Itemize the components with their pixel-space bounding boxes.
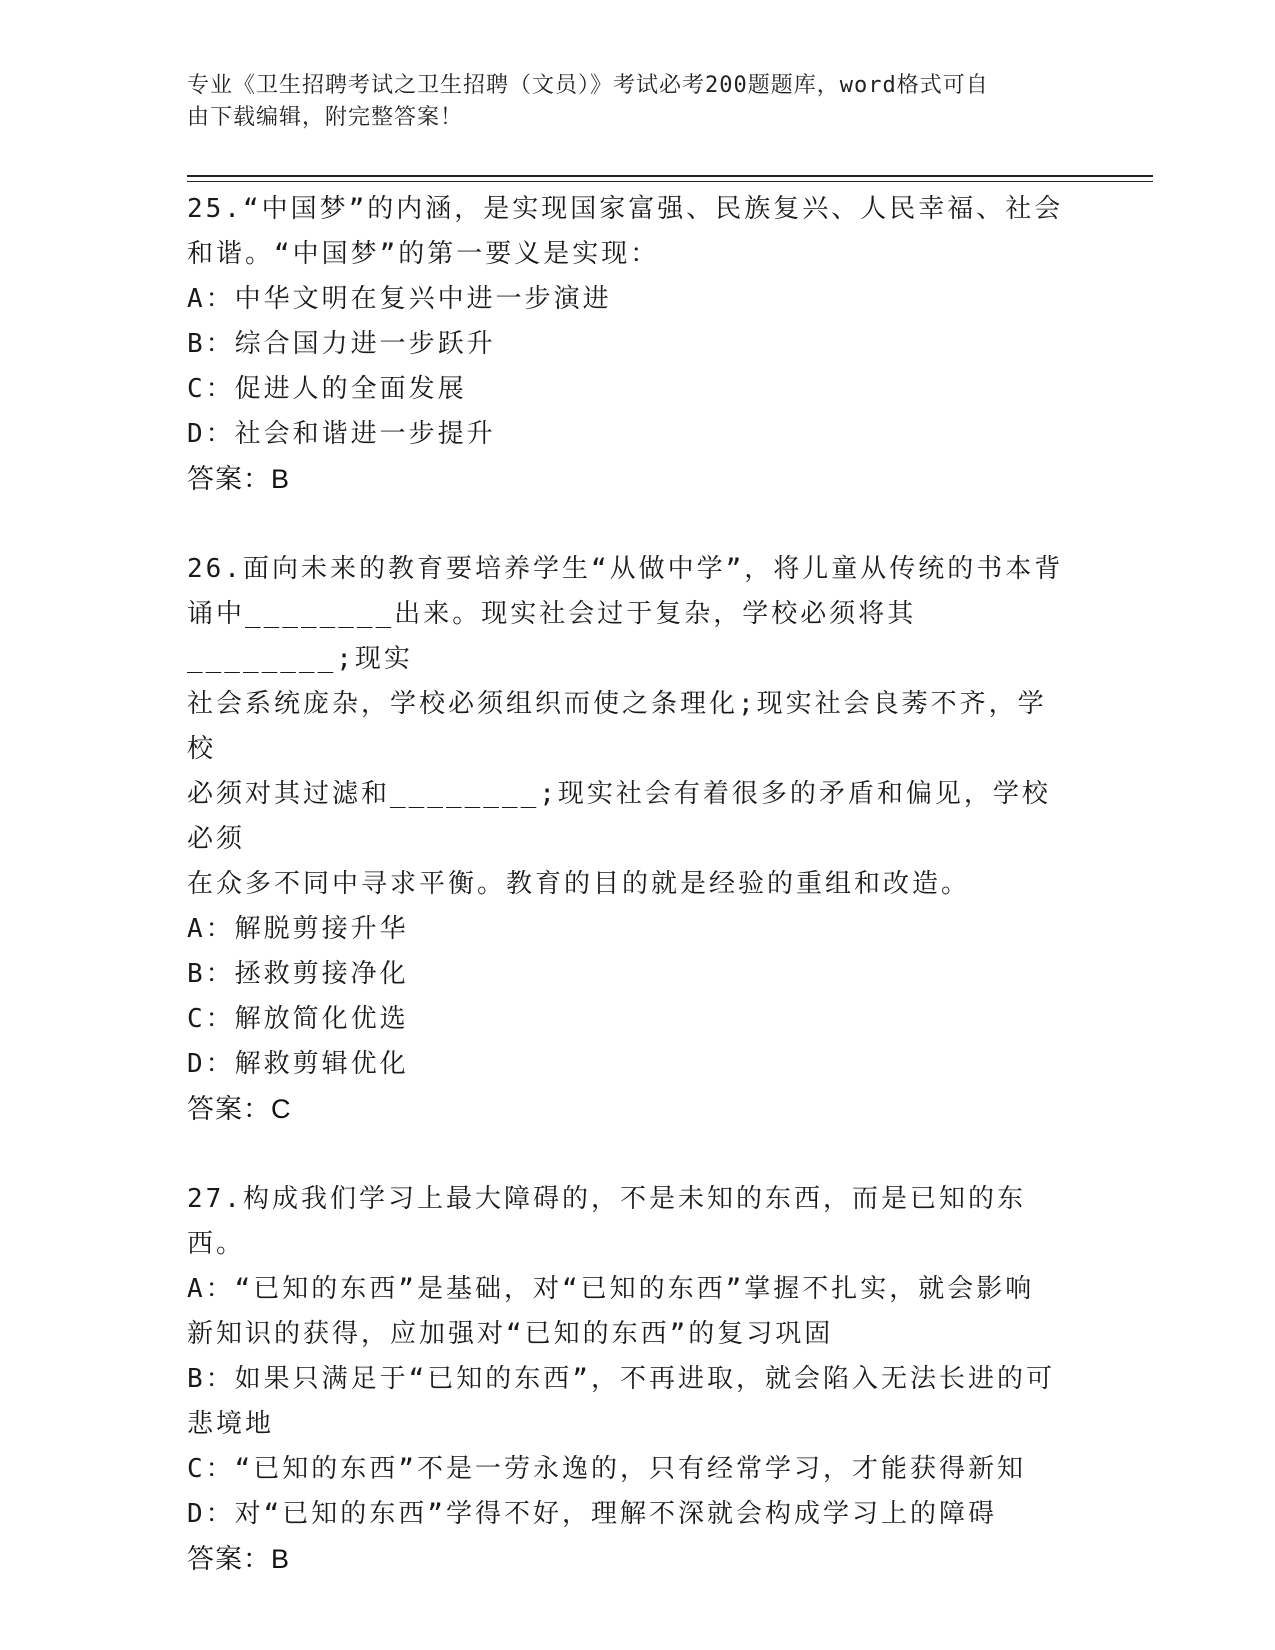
header-divider xyxy=(187,175,1153,177)
option-c: C：解放简化优选 xyxy=(187,1004,409,1034)
question-26 xyxy=(187,547,1067,1132)
question-stem xyxy=(187,547,1067,907)
question-25 xyxy=(187,187,1067,502)
stem-line: 和谐。“中国梦”的第一要义是实现： xyxy=(187,239,660,269)
question-list xyxy=(187,187,1067,1582)
option-d: D：对“已知的东西”学得不好，理解不深就会构成学习上的障碍 xyxy=(187,1499,997,1529)
question-spacer xyxy=(187,1132,1067,1177)
option-b: B：综合国力进一步跃升 xyxy=(187,329,496,359)
option-c: C：促进人的全面发展 xyxy=(187,374,467,404)
question-stem xyxy=(187,1177,1067,1267)
option-d: D：解救剪辑优化 xyxy=(187,1049,409,1079)
stem-line: 26.面向未来的教育要培养学生“从做中学”，将儿童从传统的书本背 xyxy=(187,554,1064,584)
question-27 xyxy=(187,1177,1067,1582)
option-line: 新知识的获得，应加强对“已知的东西”的复习巩固 xyxy=(187,1319,834,1349)
header-line: 由下载编辑，附完整答案！ xyxy=(187,105,464,130)
stem-line: 25.“中国梦”的内涵，是实现国家富强、民族复兴、人民幸福、社会 xyxy=(187,194,1064,224)
answer: 答案：C xyxy=(187,1094,292,1124)
stem-line: 在众多不同中寻求平衡。教育的目的就是经验的重组和改造。 xyxy=(187,869,971,899)
answer: 答案：B xyxy=(187,1544,291,1574)
option-d: D：社会和谐进一步提升 xyxy=(187,419,496,449)
question-spacer xyxy=(187,502,1067,547)
option-c: C：“已知的东西”不是一劳永逸的，只有经常学习，才能获得新知 xyxy=(187,1454,1026,1484)
option-line: 悲境地 xyxy=(187,1409,275,1439)
option-b: B：拯救剪接净化 xyxy=(187,959,409,989)
header-divider xyxy=(187,181,1153,182)
stem-line: 社会系统庞杂，学校必须组织而使之条理化;现实社会良莠不齐，学校 xyxy=(187,689,1047,764)
header-line: 专业《卫生招聘考试之卫生招聘（文员）》考试必考200题题库，word格式可自 xyxy=(187,73,989,98)
stem-line: 诵中________出来。现实社会过于复杂，学校必须将其________;现实 xyxy=(187,599,917,674)
option-b xyxy=(187,1357,1067,1447)
option-a: A：中华文明在复兴中进一步演进 xyxy=(187,284,612,314)
stem-line: 必须对其过滤和________;现实社会有着很多的矛盾和偏见，学校必须 xyxy=(187,779,1051,854)
document-header xyxy=(187,70,1067,134)
option-a: A：解脱剪接升华 xyxy=(187,914,409,944)
option-line: A：“已知的东西”是基础，对“已知的东西”掌握不扎实，就会影响 xyxy=(187,1274,1035,1304)
stem-line: 27.构成我们学习上最大障碍的，不是未知的东西，而是已知的东西。 xyxy=(187,1184,1026,1259)
question-stem xyxy=(187,187,1067,277)
option-a xyxy=(187,1267,1067,1357)
option-line: B：如果只满足于“已知的东西”，不再进取，就会陷入无法长进的可 xyxy=(187,1364,1055,1394)
answer: 答案：B xyxy=(187,464,291,494)
